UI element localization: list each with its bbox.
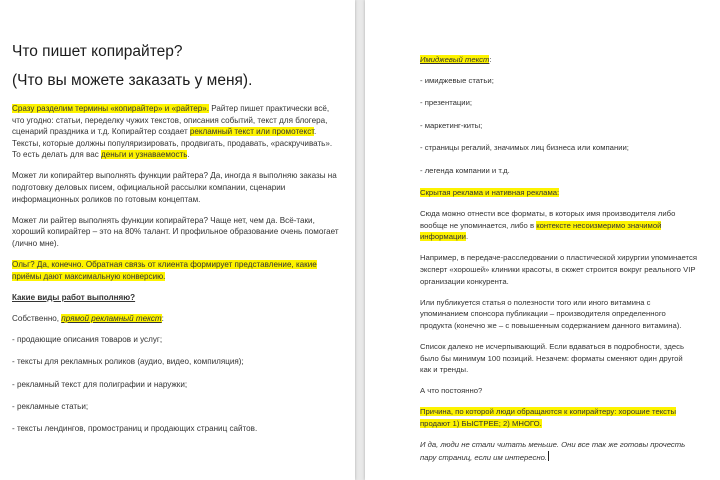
paragraph-line: Список далеко не исчерпывающий. Если вдаваться в подробности, здесь: [420, 341, 684, 351]
page-title: Что пишет копирайтер?: [12, 43, 183, 60]
paragraph-experience: [12, 259, 341, 282]
paragraph-line: эксперт «хорошей» клиники красоты, в сюжет строится вокруг реального VIP: [420, 265, 696, 275]
paragraph-text: Райтер пишет практически всё, что угодно: статьи, переделку чужих текстов, описания событий, текст для блогера, сценарий праздника и т.д. Копирайтер создает: [12, 104, 330, 137]
text-cursor[interactable]: [548, 451, 549, 461]
paragraph-line: пару страниц, если им интересно.: [420, 452, 547, 462]
list-item: - тексты лендингов, промостраниц и продающих страниц сайтов.: [12, 424, 258, 434]
paragraph-line: И да, люди не стали читать меньше. Они все так же готовы прочесть: [420, 440, 686, 450]
highlight-text: информации: [420, 232, 466, 242]
highlight-text: рекламный текст или промотекст: [189, 127, 315, 137]
paragraph-line: было бы минимум 100 позиций. Незачем: форматы сменяют один другой: [420, 353, 683, 363]
list-item: - страницы регалий, значимых лиц бизнеса или компании;: [420, 143, 629, 153]
paragraph-reason: [420, 406, 720, 429]
paragraph-text: .: [187, 150, 190, 160]
paragraph-line: продукта (конечно же – с повышенным содержанием данного витамина).: [420, 320, 682, 330]
document-page-right: [365, 0, 720, 480]
list-item: - имиджевые статьи;: [420, 76, 494, 86]
highlight-link-text: прямой рекламный текст: [61, 313, 162, 323]
section-heading-image-text: [420, 54, 720, 66]
paragraph-line: Или публикуется статья о полезности того или иного витамина с: [420, 297, 651, 307]
page-subtitle: (Что вы можете заказать у меня).: [12, 72, 253, 89]
paragraph-example-tv: [420, 252, 720, 287]
highlight-text: Ольг? Да, конечно. Обратная связь от клиента формирует представление, какие приёмы дают максимальную конверсию.: [12, 260, 317, 281]
paragraph-text: :: [489, 55, 492, 64]
paragraph-line: вообще не упоминается, либо в: [420, 220, 537, 230]
highlight-text: Скрытая реклама и нативная реклама:: [420, 188, 560, 198]
list-item: - тексты для рекламных роликов (аудио, видео, компиляция);: [12, 357, 244, 367]
list-item: - рекламный текст для полиграфии и наружки;: [12, 379, 188, 389]
highlight-text: продают 1) БЫСТРЕЕ; 2) МНОГО.: [420, 418, 542, 428]
highlight-text: Сразу разделим термины «копирайтер» и «райтер».: [12, 104, 209, 113]
section-heading-hidden-ads: [420, 187, 720, 199]
paragraph-line: организации конкурента.: [420, 276, 509, 286]
section-heading-work-types: Какие виды работ выполняю?: [12, 292, 136, 302]
paragraph-terms: [12, 103, 341, 161]
paragraph-line: как и тренды.: [420, 365, 469, 375]
list-item: - презентации;: [420, 98, 473, 108]
highlight-text: Имиджевый текст: [420, 55, 490, 64]
paragraph-direct-ad: [12, 313, 341, 325]
paragraph-writer-as-copywriter: Может ли райтер выполнять функции копирайтера? Чаще нет, чем да. Всё-таки, хороший копирайтер – это на 80% талант. И профильное образование очень помогает (лично мне).: [12, 215, 339, 248]
paragraph-question: А что постоянно?: [420, 386, 483, 396]
paragraph-line: Сюда можно отнести все форматы, в которых имя производителя либо: [420, 209, 676, 219]
paragraph-text: . Тексты, которые должны популяризировать, продвигать, продавать, «раскручивать». То есть делать для вас: [12, 127, 333, 160]
paragraph-copywriter-as-writer: Может ли копирайтер выполнять функции райтера? Да, иногда я выполняю заказы на подготовку деловых писем, официальной рассылки компании, сценарии информационных роликов по готовым концептам.: [12, 171, 337, 204]
paragraph-closing: [420, 439, 720, 463]
list-item: - рекламные статьи;: [12, 402, 89, 412]
paragraph-text: :: [161, 313, 164, 323]
list-item: - маркетинг-киты;: [420, 120, 483, 130]
paragraph-line: Например, в передаче-расследовании о пластической хирургии упоминается: [420, 253, 697, 263]
list-item: - продающие описания товаров и услуг;: [12, 334, 163, 344]
list-item: - легенда компании и т.д.: [420, 165, 510, 175]
paragraph-line: упоминанием спонсора публикации – производителя определенного: [420, 309, 666, 319]
highlight-text: контексте несоизмеримо значимой: [536, 220, 662, 230]
paragraph-example-article: [420, 297, 720, 332]
paragraph-formats: [420, 208, 720, 243]
paragraph-text: .: [465, 232, 469, 242]
paragraph-text: Собственно,: [12, 313, 62, 323]
highlight-text: Причина, по которой люди обращаются к копирайтеру: хорошие тексты: [420, 407, 677, 417]
highlight-text: деньги и узнаваемость: [101, 150, 188, 160]
document-page-left: [0, 0, 355, 480]
paragraph-list-incomplete: [420, 341, 720, 376]
